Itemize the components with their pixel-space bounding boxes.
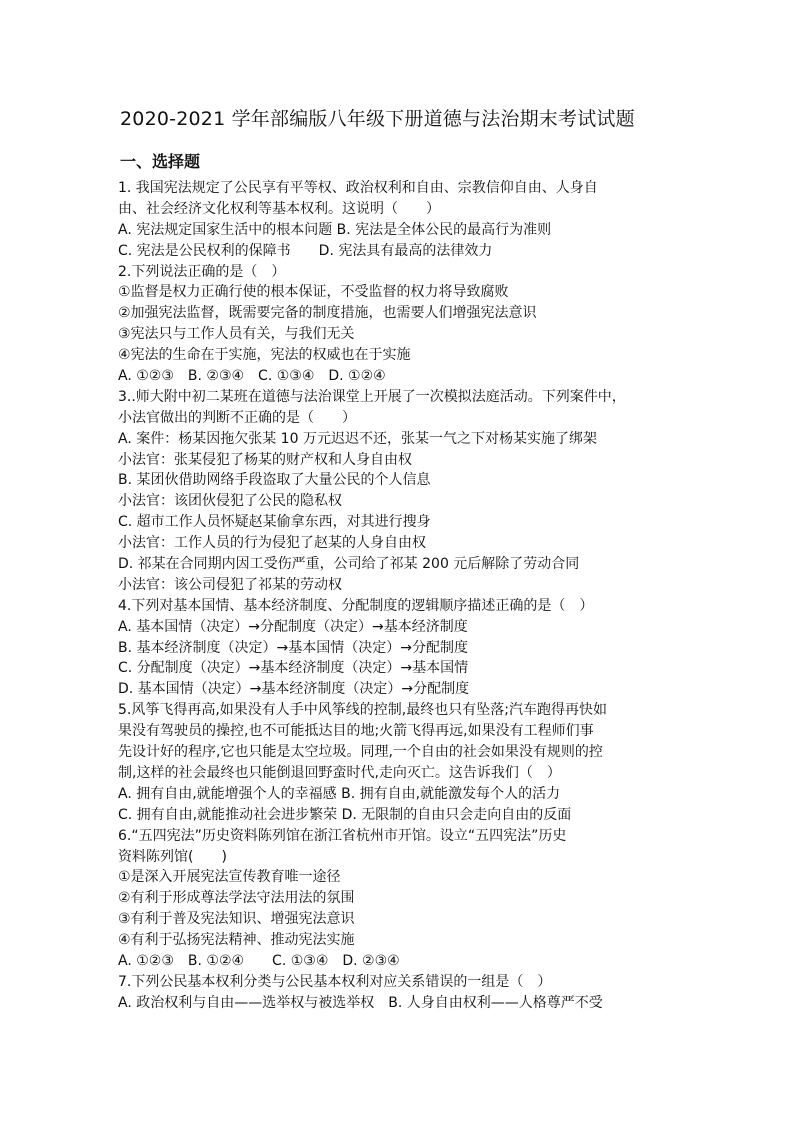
text-line: ①是深入开展宪法宣传教育唯一途径 bbox=[118, 869, 341, 886]
text-line: 5.风筝飞得再高,如果没有人手中风筝线的控制,最终也只有坠落;汽车跑得再快如 bbox=[118, 702, 607, 719]
text-line: 4.下列对基本国情、基本经济制度、分配制度的逻辑顺序描述正确的是（ ） bbox=[118, 597, 594, 614]
text-line: 7.下列公民基本权利分类与公民基本权利对应关系错误的一组是（ ） bbox=[118, 973, 552, 990]
text-line: C. 超市工作人员怀疑赵某偷拿东西，对其进行搜身 bbox=[118, 514, 431, 531]
text-line: A. 政治权利与自由——选举权与被选举权 B. 人身自由权利——人格尊严不受 bbox=[118, 994, 603, 1011]
document-title: 2020-2021 学年部编版八年级下册道德与法治期末考试试题 bbox=[120, 108, 635, 130]
text-line: 由、社会经济文化权利等基本权利。这说明（ ） bbox=[118, 200, 440, 217]
section-heading: 一、选择题 bbox=[120, 152, 201, 171]
text-line: C. 拥有自由,就能推动社会进步繁荣 D. 无限制的自由只会走向自由的反面 bbox=[118, 806, 572, 823]
text-line: ②有利于形成尊法学法守法用法的氛围 bbox=[118, 890, 355, 907]
text-line: A. 宪法规定国家生活中的根本问题 B. 宪法是全体公民的最高行为准则 bbox=[118, 221, 552, 238]
text-line: 小法官做出的判断不正确的是（ ） bbox=[118, 409, 356, 426]
text-line: A. ①②③ B. ②③④ C. ①③④ D. ①②④ bbox=[118, 368, 386, 385]
text-line: 3..师大附中初二某班在道德与法治课堂上开展了一次模拟法庭活动。下列案件中， bbox=[118, 388, 626, 405]
text-line: A. 基本国情（决定）→分配制度（决定）→基本经济制度 bbox=[118, 618, 468, 635]
text-line: 小法官：工作人员的行为侵犯了赵某的人身自由权 bbox=[118, 535, 426, 552]
text-line: ④有利于弘扬宪法精神、推动宪法实施 bbox=[118, 932, 355, 949]
question-body bbox=[118, 178, 686, 1014]
text-line: B. 某团伙借助网络手段盗取了大量公民的个人信息 bbox=[118, 472, 431, 489]
text-line: ④宪法的生命在于实施，宪法的权威也在于实施 bbox=[118, 347, 411, 364]
text-line: B. 基本经济制度（决定）→基本国情（决定）→分配制度 bbox=[118, 639, 468, 656]
text-line: 资料陈列馆( ) bbox=[118, 848, 227, 865]
text-line: A. 拥有自由,就能增强个人的幸福感 B. 拥有自由,就能激发每个人的活力 bbox=[118, 785, 561, 802]
text-line: A. 案件：杨某因拖欠张某 10 万元迟迟不还，张某一气之下对杨某实施了绑架 bbox=[118, 430, 597, 447]
text-line: 果没有驾驶员的操控,也不可能抵达目的地;火箭飞得再远,如果没有工程师们事 bbox=[118, 723, 594, 740]
text-line: 先设计好的程序,它也只能是太空垃圾。同理,一个自由的社会如果没有规则的控 bbox=[118, 744, 603, 761]
text-line: ②加强宪法监督，既需要完备的制度措施，也需要人们增强宪法意识 bbox=[118, 305, 537, 322]
text-line: D. 祁某在合同期内因工受伤严重，公司给了祁某 200 元后解除了劳动合同 bbox=[118, 556, 580, 573]
text-line: 制,这样的社会最终也只能倒退回野蛮时代,走向灭亡。这告诉我们（ ） bbox=[118, 764, 561, 781]
text-line: ③宪法只与工作人员有关，与我们无关 bbox=[118, 326, 355, 343]
text-line: 小法官：该团伙侵犯了公民的隐私权 bbox=[118, 493, 342, 510]
text-line: 2.下列说法正确的是（ ） bbox=[118, 263, 286, 280]
text-line: 小法官：张某侵犯了杨某的财产权和人身自由权 bbox=[118, 451, 412, 468]
text-line: 小法官：该公司侵犯了祁某的劳动权 bbox=[118, 576, 342, 593]
text-line: A. ①②③ B. ①②④ C. ①③④ D. ②③④ bbox=[118, 952, 400, 969]
text-line: D. 基本国情（决定）→基本经济制度（决定）→分配制度 bbox=[118, 681, 470, 698]
text-line: 6.“五四宪法”历史资料陈列馆在浙江省杭州市开馆。设立“五四宪法”历史 bbox=[118, 827, 567, 844]
text-line: C. 分配制度（决定）→基本经济制度（决定）→基本国情 bbox=[118, 660, 469, 677]
text-line: C. 宪法是公民权利的保障书 D. 宪法具有最高的法律效力 bbox=[118, 242, 493, 259]
text-line: ①监督是权力正确行使的根本保证，不受监督的权力将导致腐败 bbox=[118, 284, 509, 301]
text-line: ③有利于普及宪法知识、增强宪法意识 bbox=[118, 911, 355, 928]
text-line: 1. 我国宪法规定了公民享有平等权、政治权利和自由、宗教信仰自由、人身自 bbox=[118, 180, 598, 196]
